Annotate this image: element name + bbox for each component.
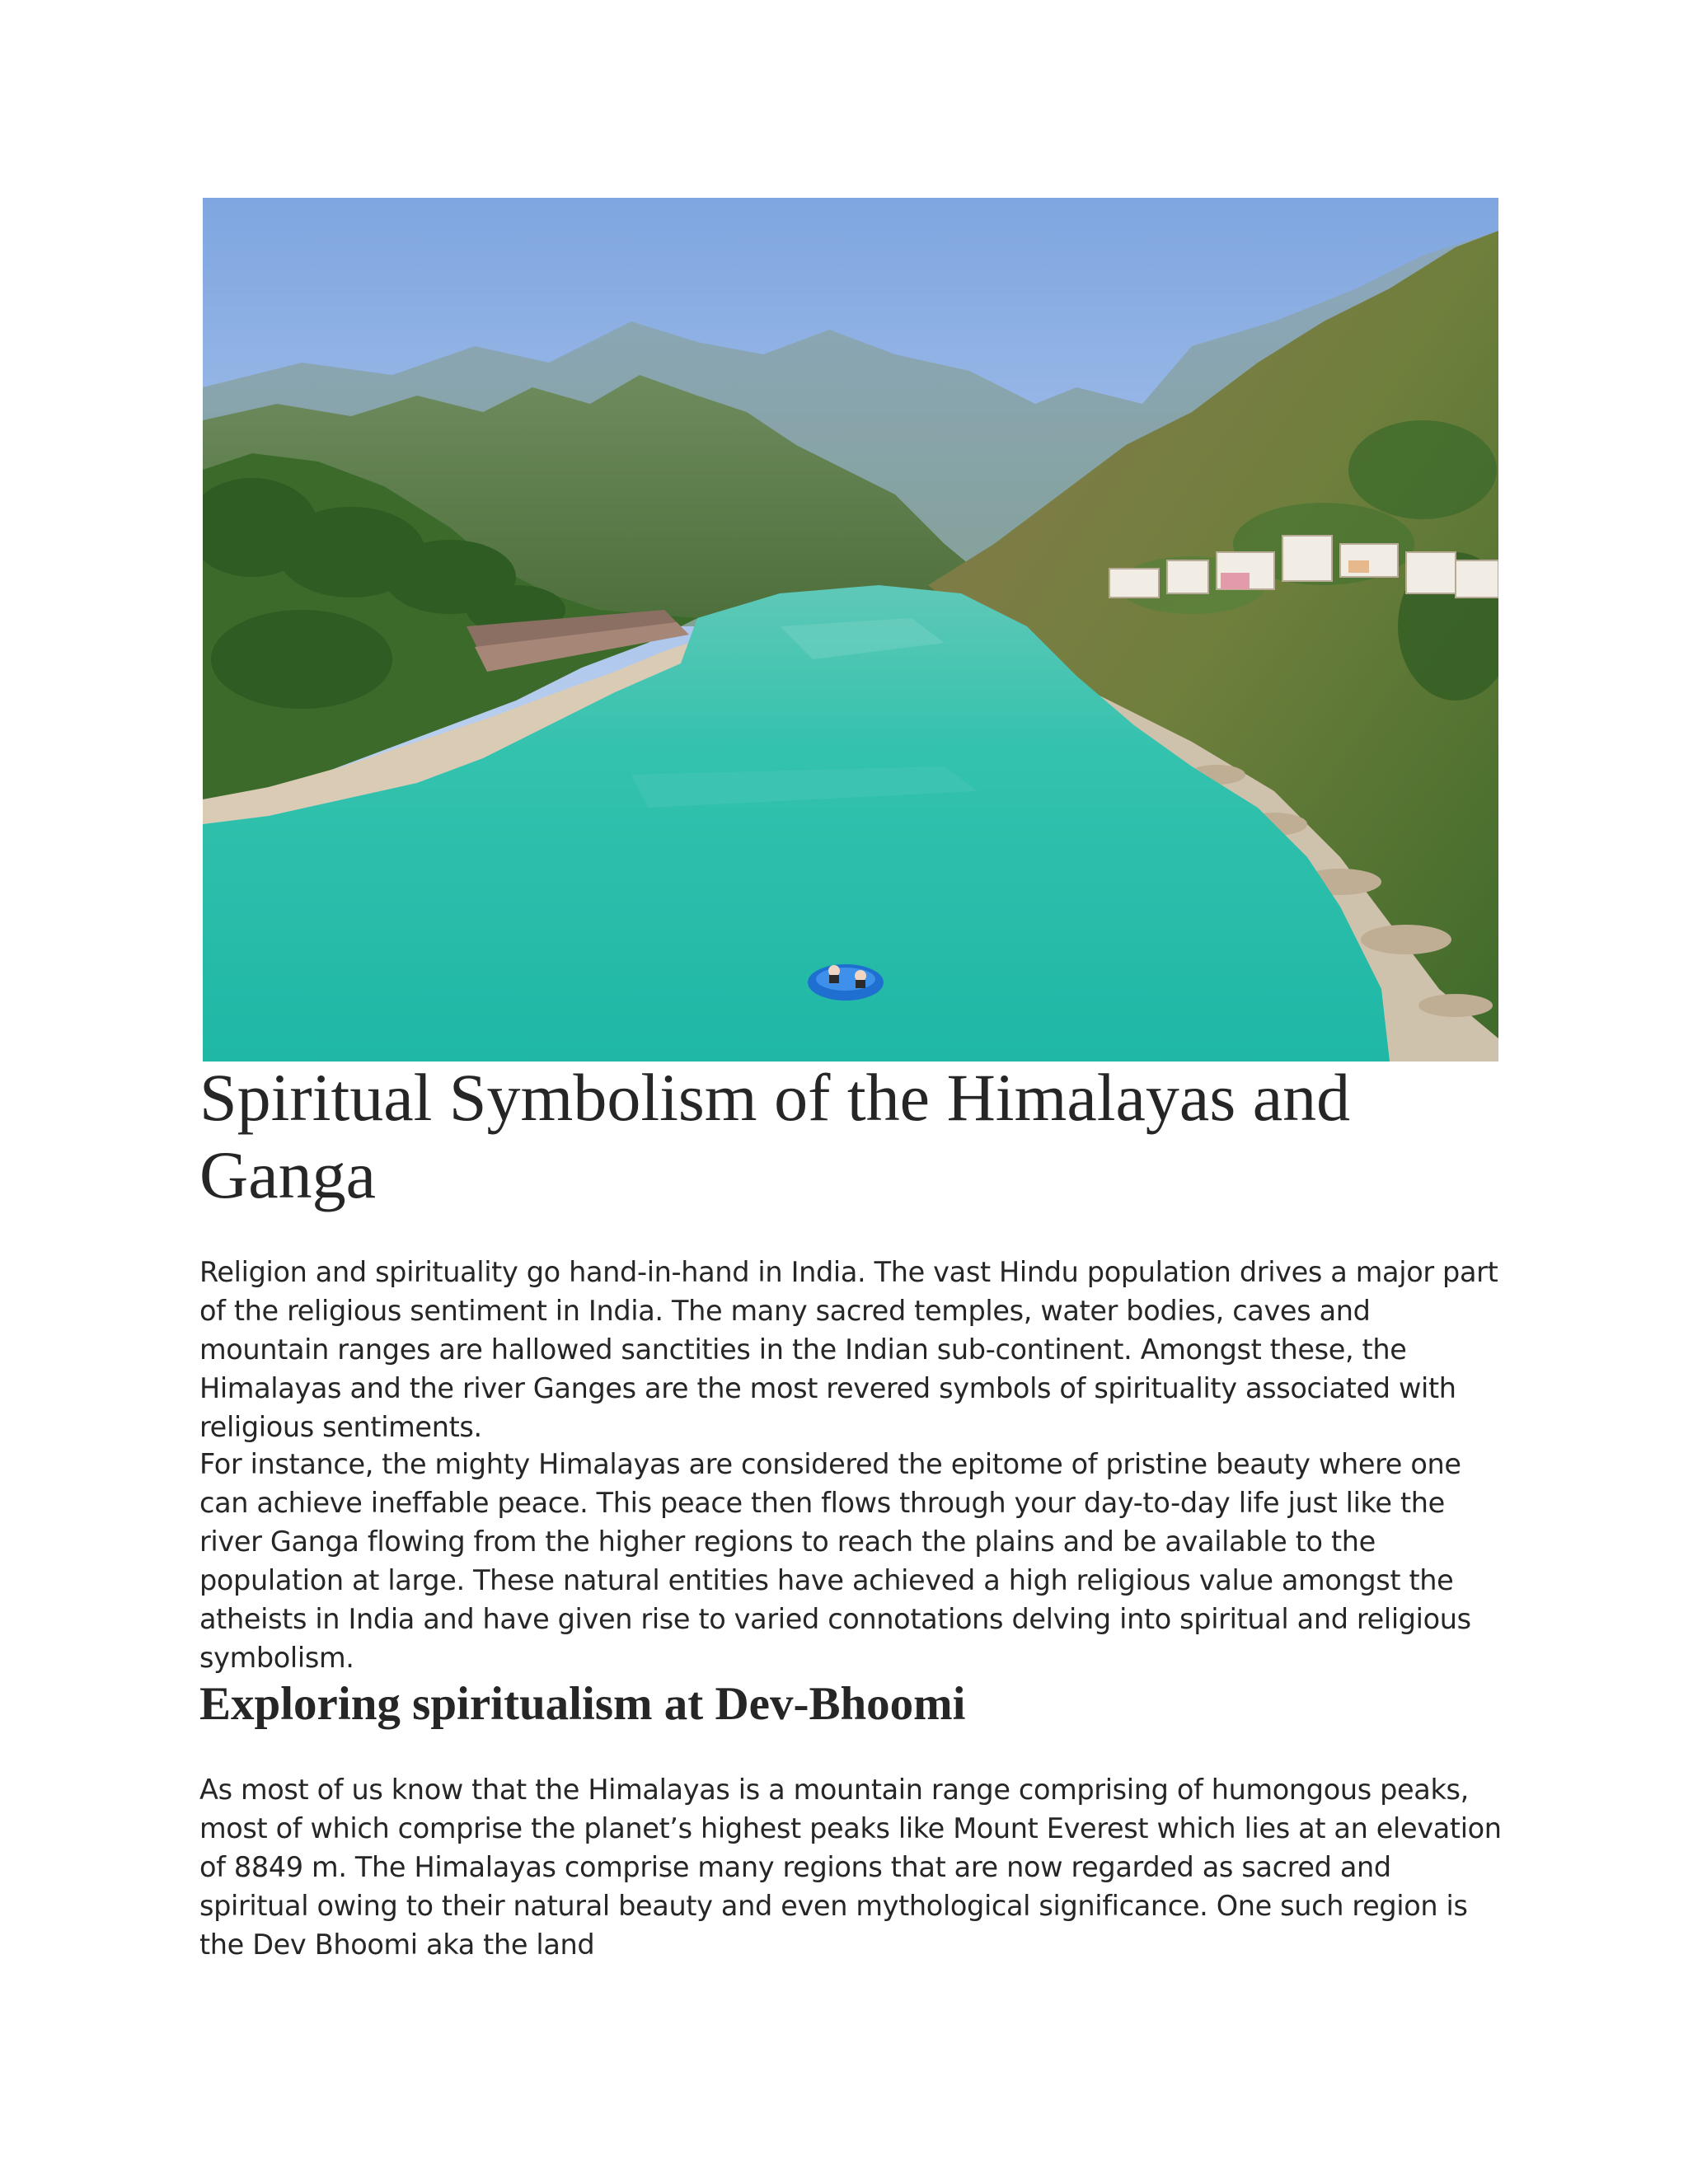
second-paragraph: For instance, the mighty Himalayas are considered the epitome of pristine beauty where one can achieve ineffable peace. This peace then flows through your day-to-day life just like the river Ganga flowing from the higher regions to reach the plains and be available to the population at large. These natural entities have achieved a high religious value amongst the atheists in India and have given rise to varied connotations delving into spiritual and religious symbolism. [199,1448,1471,1674]
river-landscape-illustration [203,198,1498,1062]
raft-icon [808,964,884,1001]
intro-paragraph: Religion and spirituality go hand-in-hand in India. The vast Hindu population drives a major part of the religious sentiment in India. The many sacred temples, water bodies, caves and mountain ranges are hallowed sanctities in the Indian sub-continent. Amongst these, the Himalayas and the river Ganges are the most revered symbols of spirituality associated with religious sentiments. [199,1256,1498,1443]
section-heading: Exploring spiritualism at Dev-Bhoomi [199,1678,966,1730]
section-paragraph: As most of us know that the Himalayas is a mountain range comprising of humongous peaks, most of which comprise the planet’s highest peaks like Mount Everest which lies at an elevation of 8849 m. The Himalayas comprise many regions that are now regarded as sacred and spiritual owing to their natural beauty and even mythological significance. One such region is the Dev Bhoomi aka the land [199,1774,1502,1961]
hero-image [203,198,1498,1062]
page-title: Spiritual Symbolism of the Himalayas and Ganga [199,1060,1351,1212]
